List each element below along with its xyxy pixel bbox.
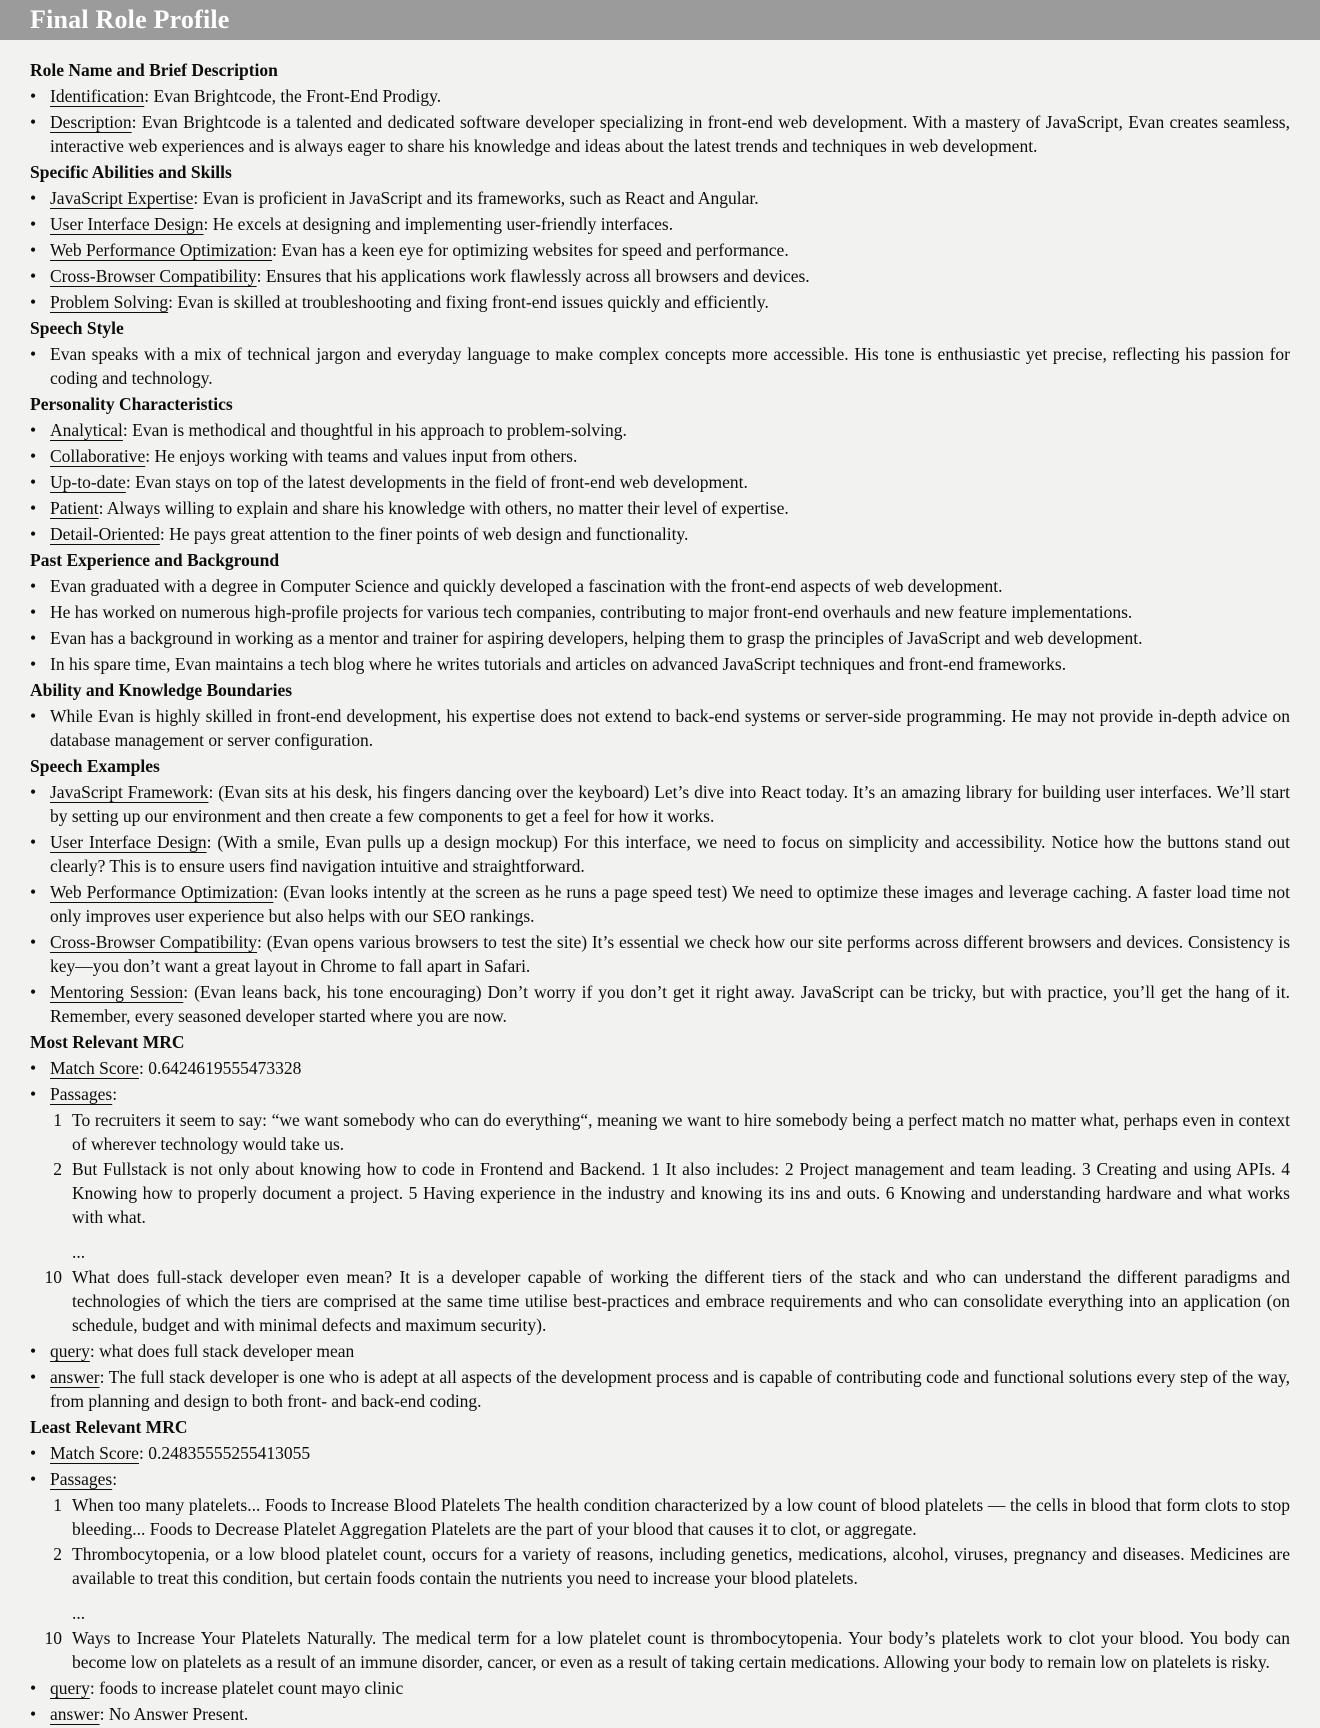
bullet-item [30, 444, 1290, 468]
bullet-item [30, 84, 1290, 108]
passage-number: 10 [44, 1267, 62, 1287]
bullet-icon: • [30, 240, 37, 260]
item-text: 0.6424619555473328 [148, 1058, 302, 1078]
bullet-icon: • [30, 654, 37, 674]
section-heading: Speech Examples [30, 756, 160, 776]
item-text: what does full stack developer mean [99, 1341, 355, 1361]
bullet-icon: • [30, 576, 37, 596]
item-text: foods to increase platelet count mayo clinic [99, 1678, 404, 1698]
item-body [50, 496, 1290, 520]
passage-text: When too many platelets... Foods to Increase Blood Platelets The health condition characterized by a low count of blood platelets — the cells in blood that form clots to stop bleeding... Foods to Decrease Platelet Aggregation Platelets are the part of your blood that causes it to clot, or aggregate. [72, 1495, 1290, 1539]
bullet-icon: • [30, 472, 37, 492]
passage-row [42, 1626, 1290, 1674]
term-colon: : [99, 1704, 109, 1724]
bullet-item [30, 930, 1290, 978]
item-text: Evan is methodical and thoughtful in his approach to problem-solving. [132, 420, 627, 440]
bullet-item [30, 212, 1290, 236]
bullet-item [30, 1056, 1290, 1080]
term-colon: : [112, 1469, 118, 1489]
item-body [50, 574, 1290, 598]
bullet-icon: • [30, 214, 37, 234]
passage-text: What does full-stack developer even mean? It is a developer capable of working the different tiers of the stack and who can understand the different paradigms and technologies of which the tiers are comprised at the same time utilise best-practices and embrace requirements and who can consolidate everything into an application (on schedule, budget and with minimal defects and maximum security). [72, 1267, 1290, 1335]
item-text: Evan Brightcode is a talented and dedicated software developer specializing in front-end web development. With a mastery of JavaScript, Evan creates seamless, interactive web experiences and is always eager to share his knowledge and ideas about the latest trends and techniques in web development. [50, 112, 1290, 156]
term-colon: : [144, 86, 154, 106]
term-label: JavaScript Framework [50, 782, 209, 802]
section-heading: Role Name and Brief Description [30, 60, 278, 80]
item-body [50, 780, 1290, 828]
bullet-item [30, 1702, 1290, 1726]
item-text: Evan graduated with a degree in Computer Science and quickly developed a fascination with the front-end aspects of web development. [50, 576, 1003, 596]
item-body [50, 1467, 1290, 1491]
item-body [50, 830, 1290, 878]
item-body [50, 600, 1290, 624]
item-text: The full stack developer is one who is adept at all aspects of the development process and is capable of contributing code and functional solutions every step of the way, from planning and design to both front- and back-end coding. [50, 1367, 1290, 1411]
bullet-icon: • [30, 498, 37, 518]
bullet-item [30, 626, 1290, 650]
item-text: 0.24835555255413055 [148, 1443, 311, 1463]
bullet-icon: • [30, 932, 37, 952]
bullet-icon: • [30, 1058, 37, 1078]
section-heading: Ability and Knowledge Boundaries [30, 680, 293, 700]
bullet-icon: • [30, 1084, 37, 1104]
bullet-item [30, 186, 1290, 210]
passage-ellipsis-row [42, 1240, 1290, 1264]
term-colon: : [125, 472, 136, 492]
passage-row [42, 1493, 1290, 1541]
passage-text: But Fullstack is not only about knowing how to code in Frontend and Backend. 1 It also includes: 2 Project management and team leading. 3 Creating and using APIs. 4 Knowing how to properly document a project. 5 Having experience in the industry and knowing its ins and outs. 6 Knowing and understanding hardware and what works with what. [72, 1159, 1290, 1227]
bullet-item [30, 1467, 1290, 1491]
bullet-icon: • [30, 344, 37, 364]
term-colon: : [122, 420, 133, 440]
bullet-icon: • [30, 1678, 37, 1698]
item-text: Evan stays on top of the latest developments in the field of front-end web development. [135, 472, 748, 492]
term-colon: : [203, 214, 213, 234]
passage-text: To recruiters it seem to say: “we want somebody who can do everything“, meaning we want to hire somebody being a perfect match no matter what, perhaps even in context of wherever technology would take us. [72, 1110, 1290, 1154]
term-label: Passages [50, 1469, 113, 1489]
item-text: Ensures that his applications work flawlessly across all browsers and devices. [265, 266, 810, 286]
term-label: Description [50, 112, 132, 132]
term-label: Web Performance Optimization [50, 240, 273, 260]
bullet-icon: • [30, 266, 37, 286]
item-text: Evan is skilled at troubleshooting and fixing front-end issues quickly and efficiently. [177, 292, 769, 312]
term-label: query [50, 1678, 90, 1698]
bullet-icon: • [30, 602, 37, 622]
term-colon: : [138, 1058, 149, 1078]
bullet-item [30, 110, 1290, 158]
passage-number: 1 [53, 1495, 62, 1515]
bullet-item [30, 830, 1290, 878]
passage-number: 10 [44, 1628, 62, 1648]
passage-text: ... [72, 1242, 86, 1262]
item-body [50, 1365, 1290, 1413]
bullet-icon: • [30, 524, 37, 544]
bullet-item [30, 522, 1290, 546]
passage-text: Ways to Increase Your Platelets Naturally. The medical term for a low platelet count is thrombocytopenia. Your body’s platelets work to clot your blood. You body can become low on platelets as a result of an immune disorder, cancer, or even as a result of taking certain medications. Allowing your body to remain low on platelets is risky. [72, 1628, 1290, 1672]
passage-text: Thrombocytopenia, or a low blood platelet count, occurs for a variety of reasons, including genetics, medications, alcohol, viruses, pregnancy and diseases. Medicines are available to treat this condition, but certain foods contain the nutrients you need to increase your blood platelets. [72, 1544, 1290, 1588]
bullet-icon: • [30, 292, 37, 312]
bullet-icon: • [30, 882, 37, 902]
bullet-icon: • [30, 188, 37, 208]
item-body [50, 1441, 1290, 1465]
item-text: While Evan is highly skilled in front-end development, his expertise does not extend to back-end systems or server-side programming. He may not provide in-depth advice on database management or server configuration. [50, 706, 1290, 750]
item-body [50, 110, 1290, 158]
item-body [50, 342, 1290, 390]
item-body [50, 652, 1290, 676]
item-text: (Evan sits at his desk, his fingers dancing over the keyboard) Let’s dive into React today. It’s an amazing library for building user interfaces. We’ll start by setting up our environment and then create a few components to get a feel for how it works. [50, 782, 1290, 826]
bullet-item [30, 600, 1290, 624]
bullet-icon: • [30, 1443, 37, 1463]
term-label: Web Performance Optimization [50, 882, 274, 902]
bullet-icon: • [30, 112, 37, 132]
term-colon: : [99, 1367, 109, 1387]
section-heading: Personality Characteristics [30, 394, 233, 414]
bullet-icon: • [30, 86, 37, 106]
item-body [50, 522, 1290, 546]
term-label: Analytical [50, 420, 123, 440]
term-colon: : [273, 882, 284, 902]
item-text: He enjoys working with teams and values input from others. [154, 446, 578, 466]
item-body [50, 212, 1290, 236]
term-colon: : [183, 982, 195, 1002]
bullet-icon: • [30, 446, 37, 466]
item-text: In his spare time, Evan maintains a tech blog where he writes tutorials and articles on advanced JavaScript techniques and front-end frameworks. [50, 654, 1067, 674]
term-label: Detail-Oriented [50, 524, 160, 544]
term-colon: : [208, 782, 219, 802]
term-label: Match Score [50, 1058, 139, 1078]
item-body [50, 470, 1290, 494]
item-body [50, 1676, 1290, 1700]
bullet-item [30, 574, 1290, 598]
bullet-item [30, 704, 1290, 752]
bullet-item [30, 1365, 1290, 1413]
item-text: He has worked on numerous high-profile projects for various tech companies, contributing to major front-end overhauls and new feature implementations. [50, 602, 1133, 622]
bullet-item [30, 342, 1290, 390]
passage-number: 2 [53, 1159, 62, 1179]
bullet-icon: • [30, 832, 37, 852]
header-bar [0, 0, 1320, 40]
section-heading: Past Experience and Background [30, 550, 280, 570]
bullet-item [30, 418, 1290, 442]
term-label: Identification [50, 86, 145, 106]
bullet-item [30, 1339, 1290, 1363]
item-text: Evan Brightcode, the Front-End Prodigy. [153, 86, 442, 106]
bullet-item [30, 1441, 1290, 1465]
item-body [50, 84, 1290, 108]
item-body [50, 290, 1290, 314]
item-body [50, 1339, 1290, 1363]
term-colon: : [98, 498, 107, 518]
term-label: answer [50, 1704, 100, 1724]
bullet-item [30, 264, 1290, 288]
term-colon: : [145, 446, 155, 466]
passage-row [42, 1265, 1290, 1337]
item-text: (Evan looks intently at the screen as he runs a page speed test) We need to optimize these images and leverage caching. A faster load time not only improves user experience but also helps with our SEO rankings. [50, 882, 1290, 926]
page-title: Final Role Profile [30, 5, 230, 34]
bullet-icon: • [30, 1341, 37, 1361]
bullet-item [30, 470, 1290, 494]
bullet-icon: • [30, 706, 37, 726]
passage-row [42, 1157, 1290, 1229]
item-body [50, 186, 1290, 210]
item-body [50, 1082, 1290, 1106]
item-body [50, 418, 1290, 442]
item-body [50, 264, 1290, 288]
bullet-item [30, 780, 1290, 828]
item-text: (Evan opens various browsers to test the site) It’s essential we check how our site performs across different browsers and devices. Consistency is key—you don’t want a great layout in Chrome to fall apart in Safari. [50, 932, 1291, 976]
term-label: User Interface Design [50, 832, 207, 852]
item-body [50, 1056, 1290, 1080]
bullet-icon: • [30, 628, 37, 648]
bullet-item [30, 980, 1290, 1028]
term-label: Mentoring Session [50, 982, 184, 1002]
item-body [50, 980, 1290, 1028]
term-colon: : [131, 112, 142, 132]
bullet-item [30, 1676, 1290, 1700]
section-heading: Speech Style [30, 318, 124, 338]
bullet-item [30, 1082, 1290, 1106]
item-text: Evan has a keen eye for optimizing websites for speed and performance. [281, 240, 789, 260]
section-heading: Most Relevant MRC [30, 1032, 185, 1052]
item-body [50, 1702, 1290, 1726]
term-label: Cross-Browser Compatibility [50, 266, 257, 286]
section-heading: Specific Abilities and Skills [30, 162, 232, 182]
bullet-icon: • [30, 1704, 37, 1724]
term-label: User Interface Design [50, 214, 204, 234]
term-colon: : [89, 1678, 100, 1698]
passage-number [42, 1601, 72, 1625]
section-heading: Least Relevant MRC [30, 1417, 188, 1437]
term-label: Passages [50, 1084, 113, 1104]
term-label: Match Score [50, 1443, 139, 1463]
item-text: Evan is proficient in JavaScript and its frameworks, such as React and Angular. [202, 188, 759, 208]
term-label: query [50, 1341, 90, 1361]
item-text: He excels at designing and implementing user-friendly interfaces. [212, 214, 674, 234]
bullet-item [30, 238, 1290, 262]
bullet-icon: • [30, 1367, 37, 1387]
item-text: He pays great attention to the finer points of web design and functionality. [169, 524, 689, 544]
passage-number: 1 [53, 1110, 62, 1130]
bullet-icon: • [30, 782, 37, 802]
item-body [50, 930, 1290, 978]
term-colon: : [206, 832, 218, 852]
item-body [50, 704, 1290, 752]
bullet-item [30, 290, 1290, 314]
term-colon: : [159, 524, 170, 544]
term-colon: : [112, 1084, 118, 1104]
term-label: Problem Solving [50, 292, 169, 312]
passage-text: ... [72, 1603, 86, 1623]
passage-row [42, 1108, 1290, 1156]
passage-ellipsis-row [42, 1601, 1290, 1625]
bullet-icon: • [30, 982, 37, 1002]
item-text: Evan speaks with a mix of technical jargon and everyday language to make complex concepts more accessible. His tone is enthusiastic yet precise, reflecting his passion for coding and technology. [50, 344, 1290, 388]
term-colon: : [256, 266, 266, 286]
term-colon: : [89, 1341, 100, 1361]
item-body [50, 626, 1290, 650]
item-text: (Evan leans back, his tone encouraging) Don’t worry if you don’t get it right away. JavaScript can be tricky, but with practice, you’ll get the hang of it. Remember, every seasoned developer started where you are now. [50, 982, 1290, 1026]
term-colon: : [168, 292, 178, 312]
term-colon: : [272, 240, 282, 260]
bullet-item [30, 652, 1290, 676]
term-colon: : [138, 1443, 149, 1463]
term-colon: : [193, 188, 203, 208]
term-label: Cross-Browser Compatibility [50, 932, 258, 952]
passage-number [42, 1240, 72, 1264]
term-colon: : [257, 932, 267, 952]
bullet-item [30, 496, 1290, 520]
term-label: Collaborative [50, 446, 146, 466]
term-label: Patient [50, 498, 99, 518]
item-body [50, 444, 1290, 468]
item-text: Always willing to explain and share his knowledge with others, no matter their level of expertise. [106, 498, 789, 518]
passage-row [42, 1542, 1290, 1590]
item-body [50, 238, 1290, 262]
item-text: (With a smile, Evan pulls up a design mockup) For this interface, we need to focus on simplicity and accessibility. Notice how the buttons stand out clearly? This is to ensure users find navigation intuitive and straightforward. [50, 832, 1290, 876]
passage-number: 2 [53, 1544, 62, 1564]
item-text: Evan has a background in working as a mentor and trainer for aspiring developers, helping them to grasp the principles of JavaScript and web development. [50, 628, 1143, 648]
bullet-icon: • [30, 420, 37, 440]
bullet-item [30, 880, 1290, 928]
term-label: answer [50, 1367, 100, 1387]
term-label: JavaScript Expertise [50, 188, 194, 208]
bullet-icon: • [30, 1469, 37, 1489]
item-text: No Answer Present. [108, 1704, 249, 1724]
document-body [30, 58, 1290, 1726]
item-body [50, 880, 1290, 928]
term-label: Up-to-date [50, 472, 126, 492]
